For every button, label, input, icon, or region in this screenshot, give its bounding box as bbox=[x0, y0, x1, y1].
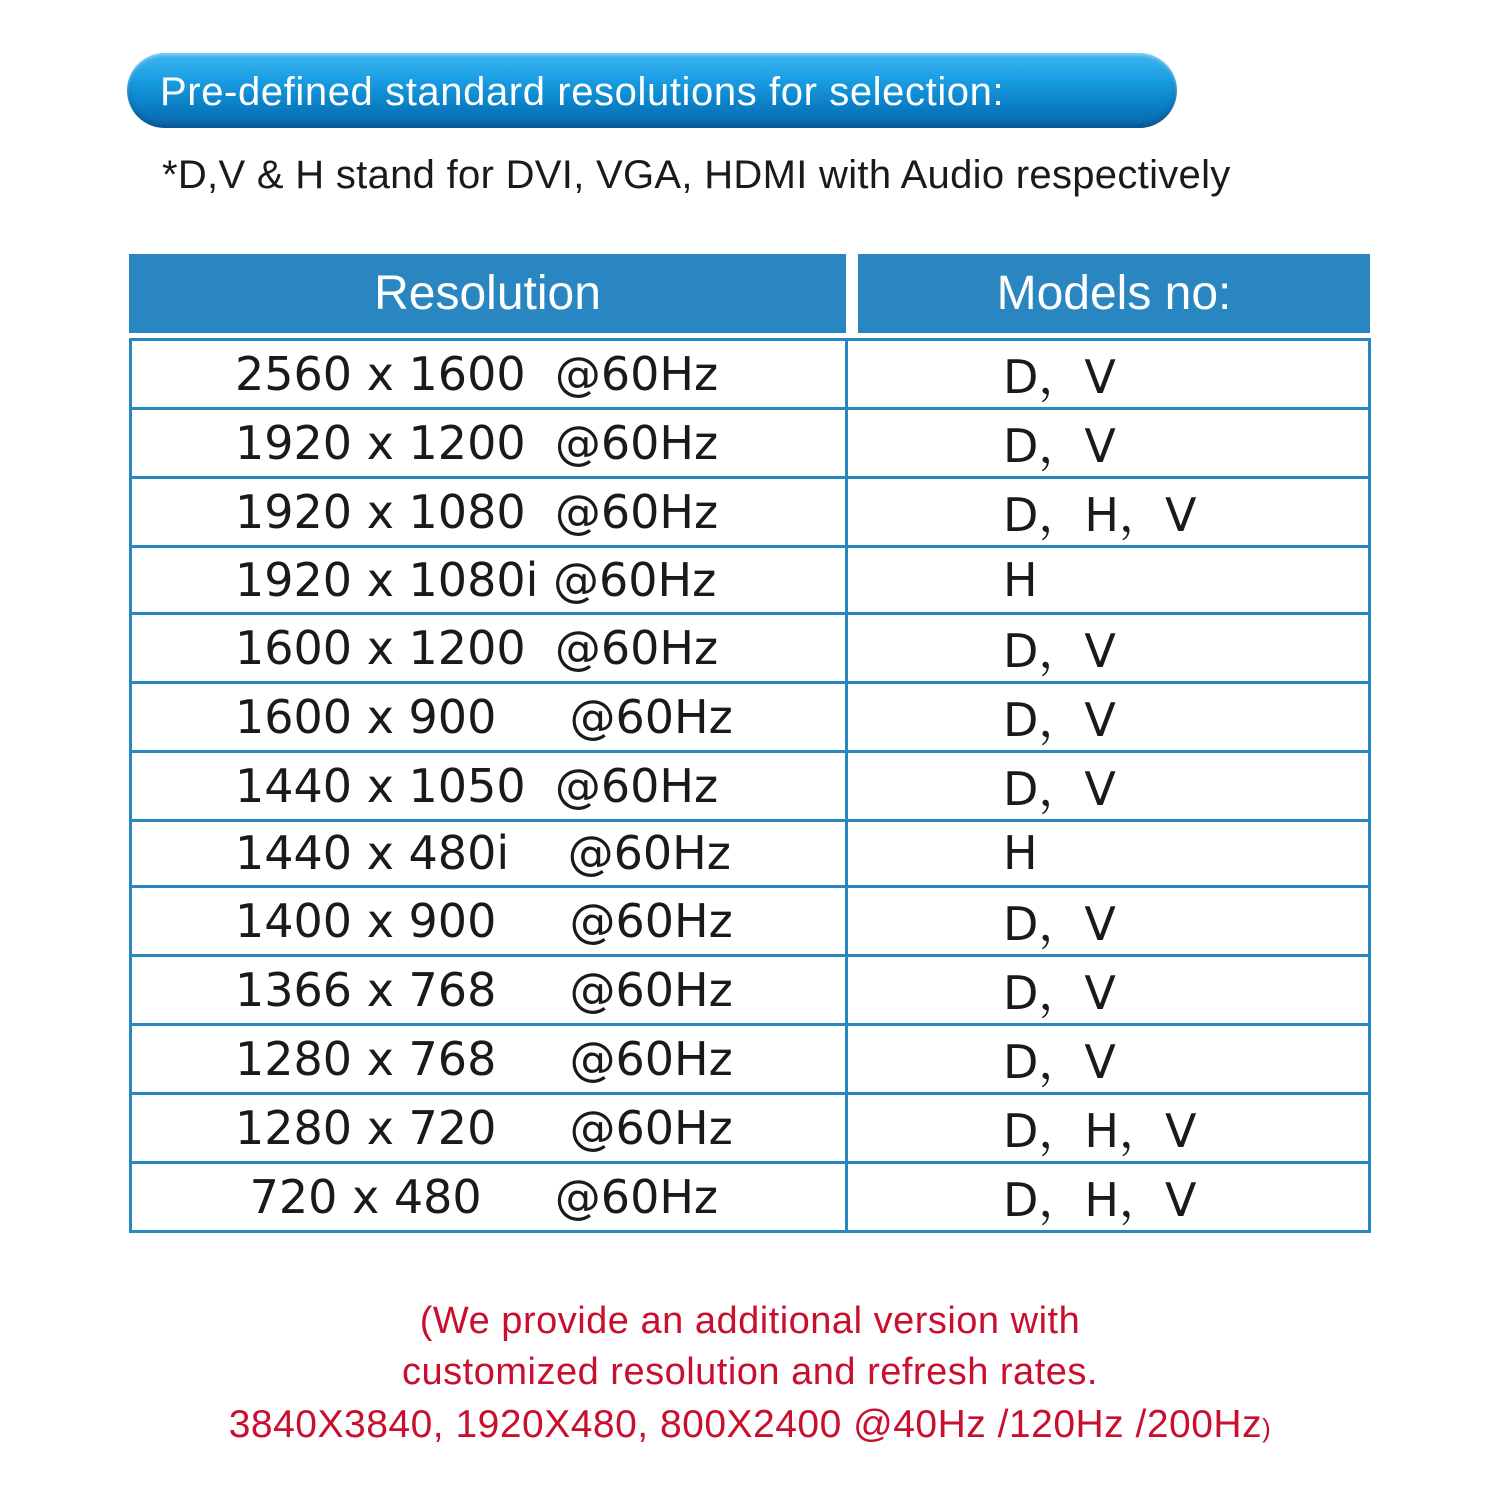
models-cell: D，V bbox=[847, 751, 1370, 820]
resolution-cell: 1920 x 1080 @60Hz bbox=[131, 478, 847, 547]
column-header-resolution: Resolution bbox=[129, 254, 846, 333]
resolution-cell: 1600 x 1200 @60Hz bbox=[131, 613, 847, 682]
models-cell: D，V bbox=[847, 887, 1370, 956]
table-row bbox=[131, 1094, 1370, 1163]
models-cell: D，H，V bbox=[847, 1094, 1370, 1163]
resolution-cell: 1280 x 768 @60Hz bbox=[131, 1025, 847, 1094]
resolution-cell: 1920 x 1080i @60Hz bbox=[131, 547, 847, 614]
resolution-cell: 1600 x 900 @60Hz bbox=[131, 682, 847, 751]
table-row bbox=[131, 1163, 1370, 1232]
resolution-cell: 1400 x 900 @60Hz bbox=[131, 887, 847, 956]
models-cell: D，V bbox=[847, 682, 1370, 751]
table-row bbox=[131, 547, 1370, 614]
resolution-table bbox=[129, 338, 1371, 1233]
resolution-cell: 1366 x 768 @60Hz bbox=[131, 956, 847, 1025]
models-cell: H bbox=[847, 820, 1370, 887]
column-header-models: Models no: bbox=[858, 254, 1370, 333]
table-row bbox=[131, 409, 1370, 478]
banner-title: Pre-defined standard resolutions for selection: bbox=[160, 70, 1005, 114]
models-cell: D，H，V bbox=[847, 478, 1370, 547]
table-row bbox=[131, 340, 1370, 409]
table-row bbox=[131, 751, 1370, 820]
models-cell: D，V bbox=[847, 340, 1370, 409]
resolution-cell: 1280 x 720 @60Hz bbox=[131, 1094, 847, 1163]
table-row bbox=[131, 956, 1370, 1025]
models-cell: D，V bbox=[847, 1025, 1370, 1094]
custom-version-note-line2: customized resolution and refresh rates. bbox=[402, 1351, 1098, 1393]
table-row bbox=[131, 820, 1370, 887]
custom-resolutions-text: 3840X3840, 1920X480, 800X2400 @40Hz /120Hz /200Hz bbox=[228, 1403, 1263, 1446]
closing-parenthesis: ) bbox=[1262, 1413, 1272, 1443]
models-cell: D，H，V bbox=[847, 1163, 1370, 1232]
models-cell: D，V bbox=[847, 956, 1370, 1025]
table-row bbox=[131, 887, 1370, 956]
table-row bbox=[131, 613, 1370, 682]
resolution-cell: 2560 x 1600 @60Hz bbox=[131, 340, 847, 409]
custom-version-note-line1: (We provide an additional version with bbox=[419, 1300, 1081, 1342]
custom-version-note-line3 bbox=[0, 1403, 1500, 1447]
resolution-cell: 1440 x 480i @60Hz bbox=[131, 820, 847, 887]
models-cell: D，V bbox=[847, 613, 1370, 682]
table-row bbox=[131, 478, 1370, 547]
table-row bbox=[131, 682, 1370, 751]
resolution-cell: 1920 x 1200 @60Hz bbox=[131, 409, 847, 478]
legend-note: *D,V & H stand for DVI, VGA, HDMI with Audio respectively bbox=[162, 153, 1231, 197]
title-banner bbox=[127, 53, 1177, 128]
models-cell: H bbox=[847, 547, 1370, 614]
table-row bbox=[131, 1025, 1370, 1094]
models-cell: D，V bbox=[847, 409, 1370, 478]
resolution-cell: 1440 x 1050 @60Hz bbox=[131, 751, 847, 820]
resolution-cell: 720 x 480 @60Hz bbox=[131, 1163, 847, 1232]
